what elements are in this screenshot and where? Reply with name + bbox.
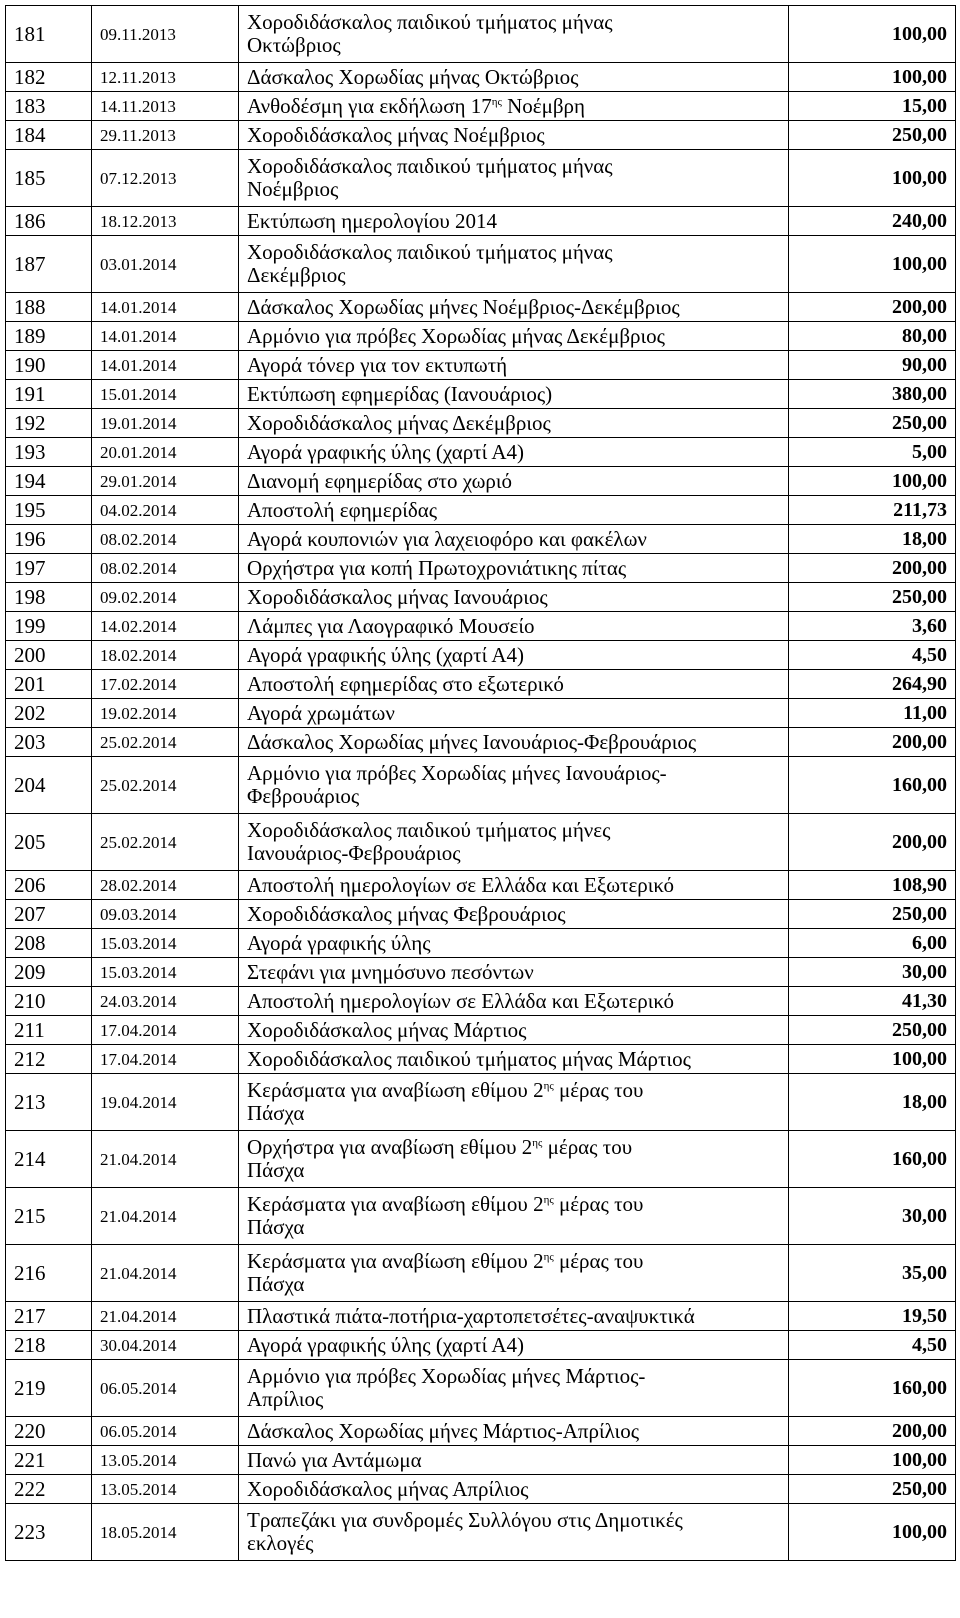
entry-amount: 264,90 <box>789 670 956 699</box>
entry-amount: 100,00 <box>789 236 956 293</box>
entry-number: 188 <box>6 293 92 322</box>
entry-description: Αγορά γραφικής ύλης (χαρτί Α4) <box>239 438 789 467</box>
entry-date: 20.01.2014 <box>92 438 239 467</box>
entry-number: 191 <box>6 380 92 409</box>
entry-description: Πλαστικά πιάτα-ποτήρια-χαρτοπετσέτες-αναψυκτικά <box>239 1302 789 1331</box>
entry-date: 13.05.2014 <box>92 1475 239 1504</box>
entry-amount: 18,00 <box>789 525 956 554</box>
entry-number: 208 <box>6 929 92 958</box>
entry-date: 19.02.2014 <box>92 699 239 728</box>
entry-number: 203 <box>6 728 92 757</box>
entry-description: Αγορά γραφικής ύλης <box>239 929 789 958</box>
table-row <box>6 699 956 728</box>
entry-date: 08.02.2014 <box>92 554 239 583</box>
entry-number: 202 <box>6 699 92 728</box>
entry-date: 21.04.2014 <box>92 1188 239 1245</box>
entry-description: Αποστολή ημερολογίων σε Ελλάδα και Εξωτερικό <box>239 871 789 900</box>
entry-number: 192 <box>6 409 92 438</box>
entry-number: 194 <box>6 467 92 496</box>
entry-description: Κεράσματα για αναβίωση εθίμου $2^{\eta\varsigma}$ μέρας του Πάσχα <box>239 1074 789 1131</box>
entry-description: Διανομή εφημερίδας στο χωριό <box>239 467 789 496</box>
entry-date: 21.04.2014 <box>92 1302 239 1331</box>
entry-amount: 200,00 <box>789 293 956 322</box>
expense-table-body <box>6 6 956 1561</box>
entry-amount: 100,00 <box>789 1446 956 1475</box>
entry-date: 15.03.2014 <box>92 958 239 987</box>
entry-number: 217 <box>6 1302 92 1331</box>
entry-description: Κεράσματα για αναβίωση εθίμου $2^{\eta\varsigma}$ μέρας του Πάσχα <box>239 1245 789 1302</box>
entry-date: 15.03.2014 <box>92 929 239 958</box>
table-row <box>6 1245 956 1302</box>
entry-description: Χοροδιδάσκαλος μήνας Φεβρουάριος <box>239 900 789 929</box>
entry-amount: 4,50 <box>789 1331 956 1360</box>
entry-description: Χοροδιδάσκαλος μήνας Δεκέμβριος <box>239 409 789 438</box>
entry-amount: 160,00 <box>789 757 956 814</box>
entry-date: 17.04.2014 <box>92 1016 239 1045</box>
entry-date: 25.02.2014 <box>92 728 239 757</box>
entry-amount: 250,00 <box>789 583 956 612</box>
entry-number: 218 <box>6 1331 92 1360</box>
entry-amount: 4,50 <box>789 641 956 670</box>
table-row <box>6 121 956 150</box>
entry-description: Ορχήστρα για κοπή Πρωτοχρονιάτικης πίτας <box>239 554 789 583</box>
entry-date: 09.11.2013 <box>92 6 239 63</box>
entry-description: Αγορά κουπονιών για λαχειοφόρο και φακέλων <box>239 525 789 554</box>
entry-amount: 250,00 <box>789 121 956 150</box>
entry-number: 182 <box>6 63 92 92</box>
entry-number: 204 <box>6 757 92 814</box>
entry-date: 09.02.2014 <box>92 583 239 612</box>
entry-date: 28.02.2014 <box>92 871 239 900</box>
entry-number: 219 <box>6 1360 92 1417</box>
entry-amount: 19,50 <box>789 1302 956 1331</box>
table-row <box>6 929 956 958</box>
table-row <box>6 1417 956 1446</box>
entry-date: 15.01.2014 <box>92 380 239 409</box>
entry-description: Χοροδιδάσκαλος παιδικού τμήματος μήνας Μάρτιος <box>239 1045 789 1074</box>
table-row <box>6 1302 956 1331</box>
table-row <box>6 525 956 554</box>
entry-description: Στεφάνι για μνημόσυνο πεσόντων <box>239 958 789 987</box>
entry-number: 187 <box>6 236 92 293</box>
table-row <box>6 757 956 814</box>
entry-amount: 211,73 <box>789 496 956 525</box>
table-row <box>6 6 956 63</box>
entry-date: 29.01.2014 <box>92 467 239 496</box>
entry-date: 07.12.2013 <box>92 150 239 207</box>
entry-amount: 11,00 <box>789 699 956 728</box>
entry-date: 17.04.2014 <box>92 1045 239 1074</box>
entry-date: 04.02.2014 <box>92 496 239 525</box>
entry-description: Αρμόνιο για πρόβες Χορωδίας μήνες Ιανουάριος- Φεβρουάριος <box>239 757 789 814</box>
table-row <box>6 612 956 641</box>
entry-amount: 250,00 <box>789 900 956 929</box>
entry-date: 29.11.2013 <box>92 121 239 150</box>
entry-number: 209 <box>6 958 92 987</box>
table-row <box>6 150 956 207</box>
table-row <box>6 496 956 525</box>
entry-description: Δάσκαλος Χορωδίας μήνας Οκτώβριος <box>239 63 789 92</box>
table-row <box>6 409 956 438</box>
entry-amount: 200,00 <box>789 728 956 757</box>
entry-date: 12.11.2013 <box>92 63 239 92</box>
table-row <box>6 583 956 612</box>
entry-description: Ανθοδέσμη για εκδήλωση $17^{\eta\varsigma}$ Νοέμβρη <box>239 92 789 121</box>
entry-number: 200 <box>6 641 92 670</box>
entry-amount: 100,00 <box>789 1504 956 1561</box>
entry-description: Αποστολή εφημερίδας <box>239 496 789 525</box>
table-row <box>6 987 956 1016</box>
entry-amount: 15,00 <box>789 92 956 121</box>
entry-description: Εκτύπωση ημερολογίου 2014 <box>239 207 789 236</box>
entry-amount: 3,60 <box>789 612 956 641</box>
entry-number: 220 <box>6 1417 92 1446</box>
entry-date: 21.04.2014 <box>92 1245 239 1302</box>
entry-description: Χοροδιδάσκαλος παιδικού τμήματος μήνες Ιανουάριος-Φεβρουάριος <box>239 814 789 871</box>
entry-description: Λάμπες για Λαογραφικό Μουσείο <box>239 612 789 641</box>
entry-amount: 250,00 <box>789 409 956 438</box>
table-row <box>6 1360 956 1417</box>
entry-amount: 250,00 <box>789 1475 956 1504</box>
entry-date: 18.02.2014 <box>92 641 239 670</box>
entry-date: 19.04.2014 <box>92 1074 239 1131</box>
table-row <box>6 958 956 987</box>
table-row <box>6 1504 956 1561</box>
table-row <box>6 207 956 236</box>
entry-number: 181 <box>6 6 92 63</box>
entry-amount: 100,00 <box>789 1045 956 1074</box>
entry-number: 198 <box>6 583 92 612</box>
entry-number: 184 <box>6 121 92 150</box>
entry-number: 205 <box>6 814 92 871</box>
entry-date: 08.02.2014 <box>92 525 239 554</box>
entry-amount: 41,30 <box>789 987 956 1016</box>
entry-number: 185 <box>6 150 92 207</box>
entry-amount: 200,00 <box>789 814 956 871</box>
entry-amount: 200,00 <box>789 554 956 583</box>
table-row <box>6 293 956 322</box>
entry-number: 195 <box>6 496 92 525</box>
entry-date: 14.01.2014 <box>92 293 239 322</box>
entry-number: 201 <box>6 670 92 699</box>
entry-description: Αγορά χρωμάτων <box>239 699 789 728</box>
entry-amount: 108,90 <box>789 871 956 900</box>
entry-amount: 100,00 <box>789 467 956 496</box>
entry-number: 213 <box>6 1074 92 1131</box>
entry-number: 216 <box>6 1245 92 1302</box>
table-row <box>6 1475 956 1504</box>
entry-number: 183 <box>6 92 92 121</box>
entry-date: 30.04.2014 <box>92 1331 239 1360</box>
entry-date: 14.01.2014 <box>92 351 239 380</box>
entry-number: 207 <box>6 900 92 929</box>
entry-description: Χοροδιδάσκαλος παιδικού τμήματος μήνας Οκτώβριος <box>239 6 789 63</box>
entry-amount: 100,00 <box>789 63 956 92</box>
entry-amount: 250,00 <box>789 1016 956 1045</box>
entry-amount: 240,00 <box>789 207 956 236</box>
entry-date: 14.02.2014 <box>92 612 239 641</box>
entry-description: Χοροδιδάσκαλος μήνας Μάρτιος <box>239 1016 789 1045</box>
entry-amount: 160,00 <box>789 1131 956 1188</box>
entry-date: 14.01.2014 <box>92 322 239 351</box>
entry-number: 222 <box>6 1475 92 1504</box>
entry-description: Αγορά γραφικής ύλης (χαρτί Α4) <box>239 1331 789 1360</box>
entry-date: 25.02.2014 <box>92 757 239 814</box>
table-row <box>6 554 956 583</box>
entry-date: 18.12.2013 <box>92 207 239 236</box>
table-row <box>6 1016 956 1045</box>
entry-number: 221 <box>6 1446 92 1475</box>
entry-date: 21.04.2014 <box>92 1131 239 1188</box>
table-row <box>6 641 956 670</box>
entry-description: Δάσκαλος Χορωδίας μήνες Νοέμβριος-Δεκέμβριος <box>239 293 789 322</box>
entry-number: 189 <box>6 322 92 351</box>
entry-description: Δάσκαλος Χορωδίας μήνες Μάρτιος-Απρίλιος <box>239 1417 789 1446</box>
entry-amount: 90,00 <box>789 351 956 380</box>
entry-description: Αρμόνιο για πρόβες Χορωδίας μήνας Δεκέμβριος <box>239 322 789 351</box>
entry-amount: 200,00 <box>789 1417 956 1446</box>
entry-amount: 100,00 <box>789 6 956 63</box>
entry-description: Χοροδιδάσκαλος παιδικού τμήματος μήνας Νοέμβριος <box>239 150 789 207</box>
entry-number: 210 <box>6 987 92 1016</box>
table-row <box>6 322 956 351</box>
table-row <box>6 670 956 699</box>
entry-date: 18.05.2014 <box>92 1504 239 1561</box>
entry-number: 186 <box>6 207 92 236</box>
entry-number: 206 <box>6 871 92 900</box>
entry-description: Χοροδιδάσκαλος μήνας Ιανουάριος <box>239 583 789 612</box>
entry-date: 06.05.2014 <box>92 1360 239 1417</box>
entry-amount: 30,00 <box>789 1188 956 1245</box>
table-row <box>6 438 956 467</box>
table-row <box>6 1331 956 1360</box>
entry-number: 199 <box>6 612 92 641</box>
table-row <box>6 871 956 900</box>
entry-description: Χοροδιδάσκαλος παιδικού τμήματος μήνας Δεκέμβριος <box>239 236 789 293</box>
entry-description: Αγορά γραφικής ύλης (χαρτί Α4) <box>239 641 789 670</box>
entry-number: 196 <box>6 525 92 554</box>
entry-description: Αρμόνιο για πρόβες Χορωδίας μήνες Μάρτιος- Απρίλιος <box>239 1360 789 1417</box>
entry-description: Ορχήστρα για αναβίωση εθίμου $2^{\eta\varsigma}$ μέρας του Πάσχα <box>239 1131 789 1188</box>
table-row <box>6 1131 956 1188</box>
entry-description: Χοροδιδάσκαλος μήνας Νοέμβριος <box>239 121 789 150</box>
entry-amount: 80,00 <box>789 322 956 351</box>
entry-date: 19.01.2014 <box>92 409 239 438</box>
table-row <box>6 1188 956 1245</box>
table-row <box>6 814 956 871</box>
entry-number: 215 <box>6 1188 92 1245</box>
table-row <box>6 380 956 409</box>
entry-number: 211 <box>6 1016 92 1045</box>
entry-number: 223 <box>6 1504 92 1561</box>
table-row <box>6 351 956 380</box>
table-row <box>6 236 956 293</box>
table-row <box>6 1446 956 1475</box>
entry-amount: 160,00 <box>789 1360 956 1417</box>
entry-number: 212 <box>6 1045 92 1074</box>
entry-description: Αποστολή ημερολογίων σε Ελλάδα και Εξωτερικό <box>239 987 789 1016</box>
entry-date: 06.05.2014 <box>92 1417 239 1446</box>
entry-date: 17.02.2014 <box>92 670 239 699</box>
table-row <box>6 63 956 92</box>
entry-description: Αγορά τόνερ για τον εκτυπωτή <box>239 351 789 380</box>
entry-description: Εκτύπωση εφημερίδας (Ιανουάριος) <box>239 380 789 409</box>
entry-amount: 380,00 <box>789 380 956 409</box>
entry-description: Αποστολή εφημερίδας στο εξωτερικό <box>239 670 789 699</box>
entry-amount: 30,00 <box>789 958 956 987</box>
entry-amount: 18,00 <box>789 1074 956 1131</box>
entry-description: Δάσκαλος Χορωδίας μήνες Ιανουάριος-Φεβρουάριος <box>239 728 789 757</box>
entry-description: Τραπεζάκι για συνδρομές Συλλόγου στις Δημοτικές εκλογές <box>239 1504 789 1561</box>
entry-amount: 100,00 <box>789 150 956 207</box>
entry-date: 09.03.2014 <box>92 900 239 929</box>
table-row <box>6 728 956 757</box>
entry-amount: 5,00 <box>789 438 956 467</box>
expense-table <box>5 5 956 1561</box>
table-row <box>6 900 956 929</box>
table-row <box>6 467 956 496</box>
table-row <box>6 1074 956 1131</box>
entry-description: Κεράσματα για αναβίωση εθίμου $2^{\eta\varsigma}$ μέρας του Πάσχα <box>239 1188 789 1245</box>
entry-number: 193 <box>6 438 92 467</box>
entry-amount: 35,00 <box>789 1245 956 1302</box>
entry-number: 214 <box>6 1131 92 1188</box>
entry-number: 197 <box>6 554 92 583</box>
entry-date: 25.02.2014 <box>92 814 239 871</box>
entry-amount: 6,00 <box>789 929 956 958</box>
table-row <box>6 1045 956 1074</box>
entry-number: 190 <box>6 351 92 380</box>
table-row <box>6 92 956 121</box>
entry-description: Πανώ για Αντάμωμα <box>239 1446 789 1475</box>
entry-date: 13.05.2014 <box>92 1446 239 1475</box>
entry-description: Χοροδιδάσκαλος μήνας Απρίλιος <box>239 1475 789 1504</box>
entry-date: 03.01.2014 <box>92 236 239 293</box>
entry-date: 14.11.2013 <box>92 92 239 121</box>
entry-date: 24.03.2014 <box>92 987 239 1016</box>
